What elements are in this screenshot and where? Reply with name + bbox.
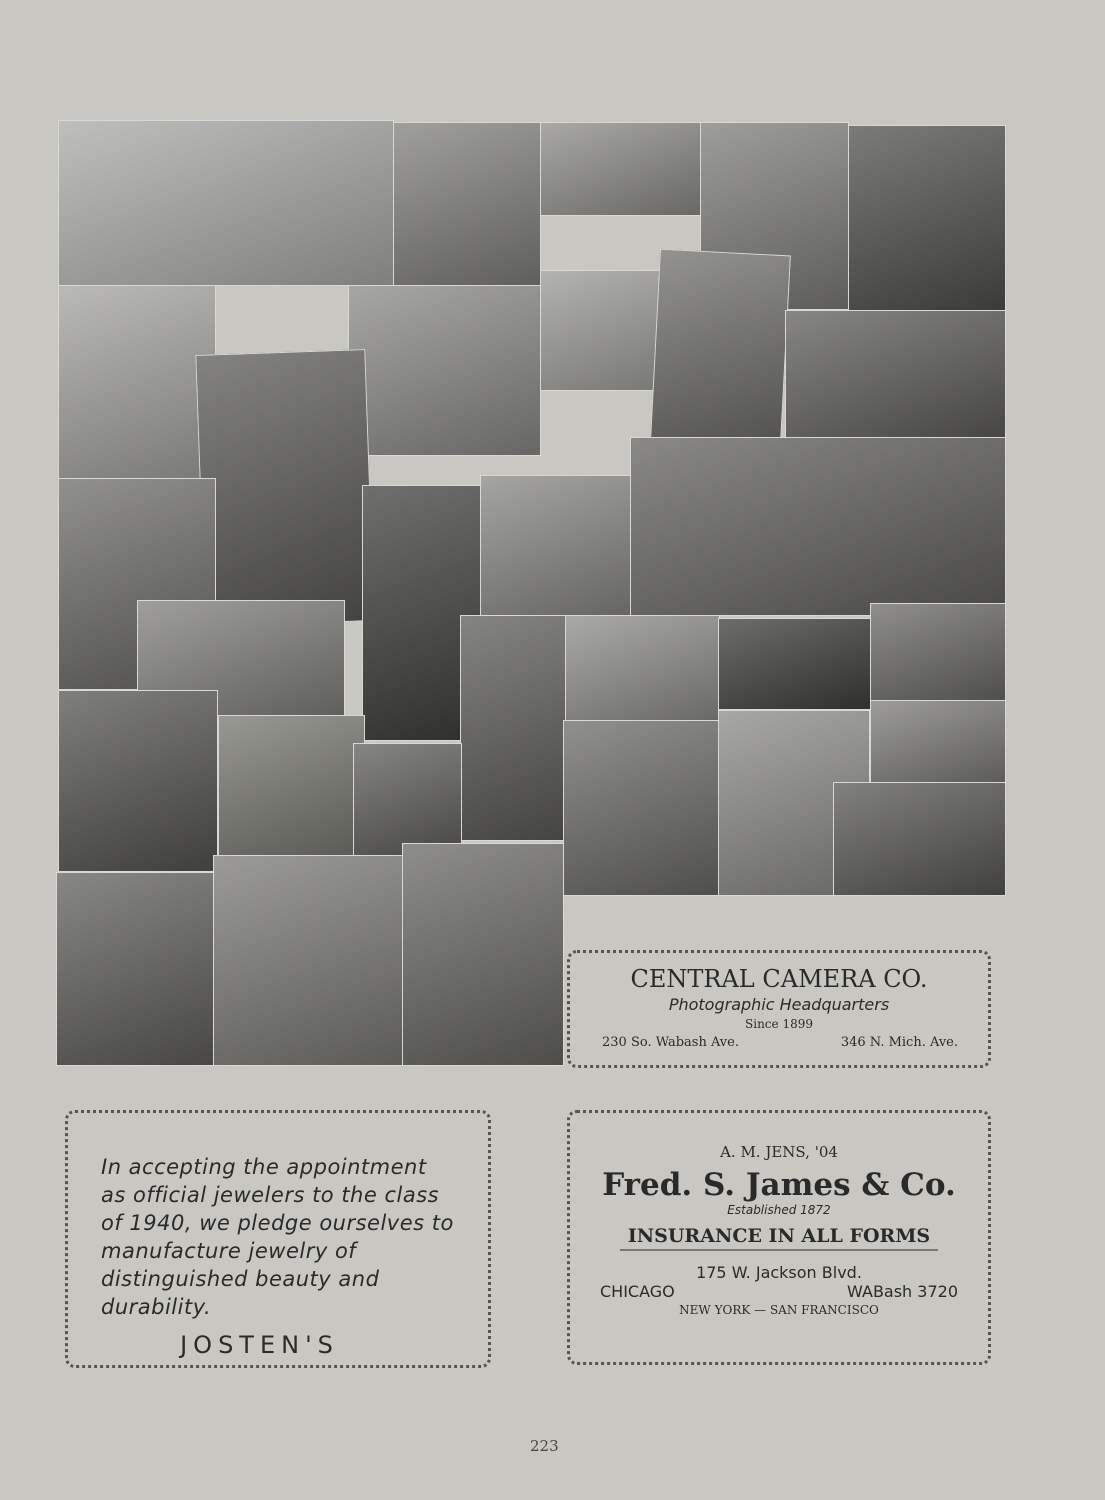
- photo-crane: [565, 615, 720, 721]
- central-camera-name: CENTRAL CAMERA CO.: [630, 965, 928, 993]
- central-camera-address-2: 346 N. Mich. Ave.: [840, 1035, 958, 1050]
- james-address: 175 W. Jackson Blvd.: [696, 1263, 862, 1282]
- james-name: Fred. S. James & Co.: [602, 1167, 956, 1203]
- central-camera-tagline: Photographic Headquarters: [668, 995, 890, 1014]
- jostens-body: In accepting the appointment as official jewelers to the class of 1940, we pledge ourselves to manufacture jewelry of distinguished beauty and durability.: [101, 1155, 454, 1319]
- james-city: CHICAGO: [600, 1282, 675, 1301]
- photo-group-grass: [785, 310, 1006, 438]
- photo-laughing-group: [58, 690, 218, 872]
- james-contact: A. M. JENS, '04: [720, 1143, 838, 1161]
- photo-big-machine: [563, 720, 720, 896]
- photo-construction: [393, 122, 541, 286]
- photo-man-clipboard: [56, 872, 215, 1066]
- james-ad: [567, 1110, 991, 1365]
- photo-beach-woman: [348, 285, 541, 456]
- photo-beach-man: [540, 122, 701, 216]
- photo-group-backs: [630, 437, 1006, 616]
- james-phone: WABash 3720: [847, 1282, 958, 1301]
- central-camera-ad: [567, 950, 991, 1068]
- photo-boy-cap: [460, 615, 566, 841]
- james-offices: NEW YORK — SAN FRANCISCO: [679, 1303, 879, 1317]
- photo-man-suit: [650, 249, 791, 446]
- photo-building-cars: [480, 475, 631, 621]
- james-headline: INSURANCE IN ALL FORMS: [620, 1225, 938, 1251]
- photo-wrestling: [218, 715, 365, 865]
- photo-three-men-outdoors: [213, 855, 403, 1066]
- central-camera-since: Since 1899: [745, 1017, 813, 1031]
- photo-couple-lying: [870, 603, 1006, 701]
- photo-two-boys-overalls: [833, 782, 1006, 896]
- james-established: Established 1872: [727, 1203, 831, 1217]
- photo-machinery: [848, 125, 1006, 311]
- jostens-name: JOSTEN'S: [180, 1331, 339, 1359]
- central-camera-address-1: 230 So. Wabash Ave.: [602, 1035, 739, 1050]
- photo-dark-workshop: [718, 618, 885, 710]
- photo-workman-overalls: [195, 349, 374, 627]
- jostens-ad: [65, 1110, 491, 1368]
- photo-workshop-group: [402, 843, 564, 1066]
- page-number: 223: [530, 1437, 559, 1455]
- photo-brick-building: [870, 700, 1006, 783]
- photo-beach-couple: [58, 285, 216, 479]
- photo-airplane: [58, 120, 394, 286]
